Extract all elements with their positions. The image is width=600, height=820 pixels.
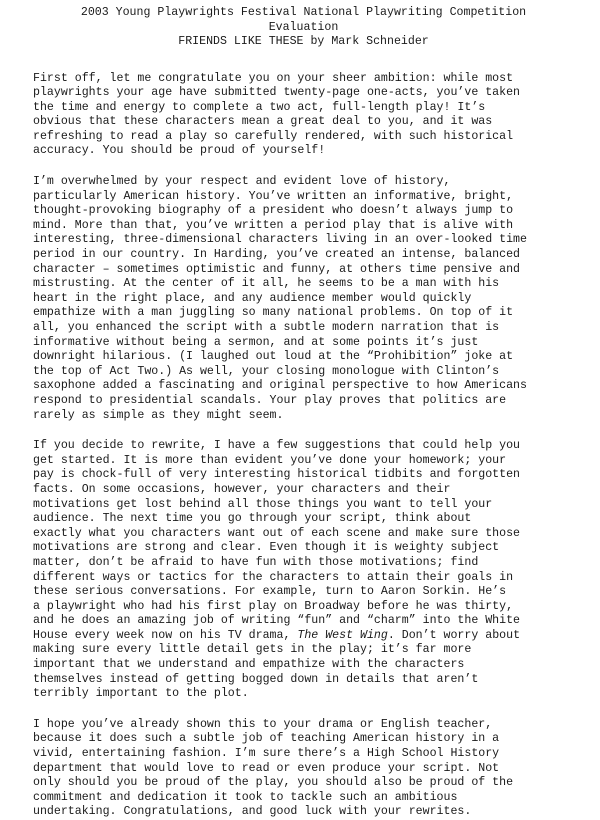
text-line: exactly what you characters want out of each scene and make sure those [33,526,521,540]
text-line: rarely as simple as they might seem. [33,408,284,422]
text-line: informative without being a sermon, and at some points it’s just [33,335,479,349]
text-line: First off, let me congratulate you on your sheer ambition: while most [33,71,514,85]
text-line: vivid, entertaining fashion. I’m sure there’s a High School History [33,747,500,761]
competition-title: 2003 Young Playwrights Festival National Playwriting Competition [80,6,527,19]
text-line: respond to presidential scandals. Your play proves that politics are [33,393,507,407]
text-line: undertaking. Congratulations, and good luck with your rewrites. [33,805,472,819]
text-line: motivations are strong and clear. Even though it is weighty subject [33,541,500,555]
text-line: heart in the right place, and any audience member would quickly [33,291,472,305]
text-line: If you decide to rewrite, I have a few suggestions that could help you [33,439,521,453]
text-line: particularly American history. You’ve written an informative, bright, [33,189,514,203]
paragraph-history [33,175,586,423]
text-line: facts. On some occasions, however, your characters and their [33,482,451,496]
text-line: audience. The next time you go through your script, think about [33,512,472,526]
text-line: all, you enhanced the script with a subtle modern narration that is [33,321,500,334]
text-line: period in our country. In Harding, you’ve created an intense, balanced [33,248,521,262]
text-line: matter, don’t be afraid to have fun with those motivations; find [33,555,479,569]
text-line: making sure every little detail gets in the play; it’s far more [33,643,472,657]
text-line: because it does such a subtle job of teaching American history in a [33,732,500,746]
text-line: terribly important to the plot. [33,687,249,701]
text-line: important that we understand and empathize with the characters [33,658,465,672]
text-line: interesting, three-dimensional characters living in an over-looked time [33,233,527,247]
letter-header [33,6,586,50]
text-line: accuracy. You should be proud of yourself! [33,144,326,158]
text-line: saxophone added a fascinating and original perspective to how Americans [33,379,527,393]
text-line-with-show-title [33,629,586,644]
show-title: The West Wing [297,628,388,642]
text-segment: House every week now on his TV drama, [33,628,298,642]
paragraph-suggestions [33,439,586,702]
text-line: mind. More than that, you’ve written a period play that is alive with [33,218,514,232]
text-line: a playwright who had his first play on Broadway before he was thirty, [33,599,514,613]
text-line: commitment and dedication it took to tackle such an ambitious [33,790,458,804]
text-line: department that would love to read or even produce your script. Not [33,761,500,775]
text-line: pay is chock-full of very interesting historical tidbits and forgotten [33,468,521,482]
text-line: and he does an amazing job of writing “fun” and “charm” into the White [33,614,521,628]
paragraph-congratulations [33,72,586,160]
text-line: these serious conversations. For example, turn to Aaron Sorkin. He’s [33,585,507,599]
text-line: character – sometimes optimistic and funny, at others time pensive and [33,262,521,276]
text-line: mistrusting. At the center of it all, he seems to be a man with his [33,277,500,291]
text-line: get started. It is more than evident you’ve done your homework; your [33,453,507,467]
text-line: playwrights your age have submitted twenty-page one-acts, you’ve taken [33,86,521,100]
text-line: I’m overwhelmed by your respect and evident love of history, [33,175,451,189]
text-line: only should you be proud of the play, you should also be proud of the [33,776,514,790]
text-line: downright hilarious. (I laughed out loud at the “Prohibition” joke at [33,350,514,364]
text-line: thought-provoking biography of a president who doesn’t always jump to [33,204,514,218]
text-line: I hope you’ve already shown this to your drama or English teacher, [33,717,493,731]
text-line: different ways or tactics for the characters to attain their goals in [33,570,514,584]
text-line: themselves instead of getting bogged down in details that aren’t [33,672,479,686]
document-type: Evaluation [268,20,339,34]
play-title-author: FRIENDS LIKE THESE by Mark Schneider [178,35,429,48]
text-segment: . Don’t worry about [387,628,521,642]
text-line: motivations get lost behind all those things you want to tell your [33,497,493,511]
text-line: the time and energy to complete a two act, full-length play! It’s [33,100,486,114]
text-line: empathize with a man juggling so many national problems. On top of it [33,306,514,320]
paragraph-closing [33,718,586,820]
text-line: the top of Act Two.) As well, your closing monologue with Clinton’s [33,364,500,378]
text-line: refreshing to read a play so carefully rendered, with such historical [33,129,514,143]
text-line: obvious that these characters mean a great deal to you, and it was [33,115,493,129]
